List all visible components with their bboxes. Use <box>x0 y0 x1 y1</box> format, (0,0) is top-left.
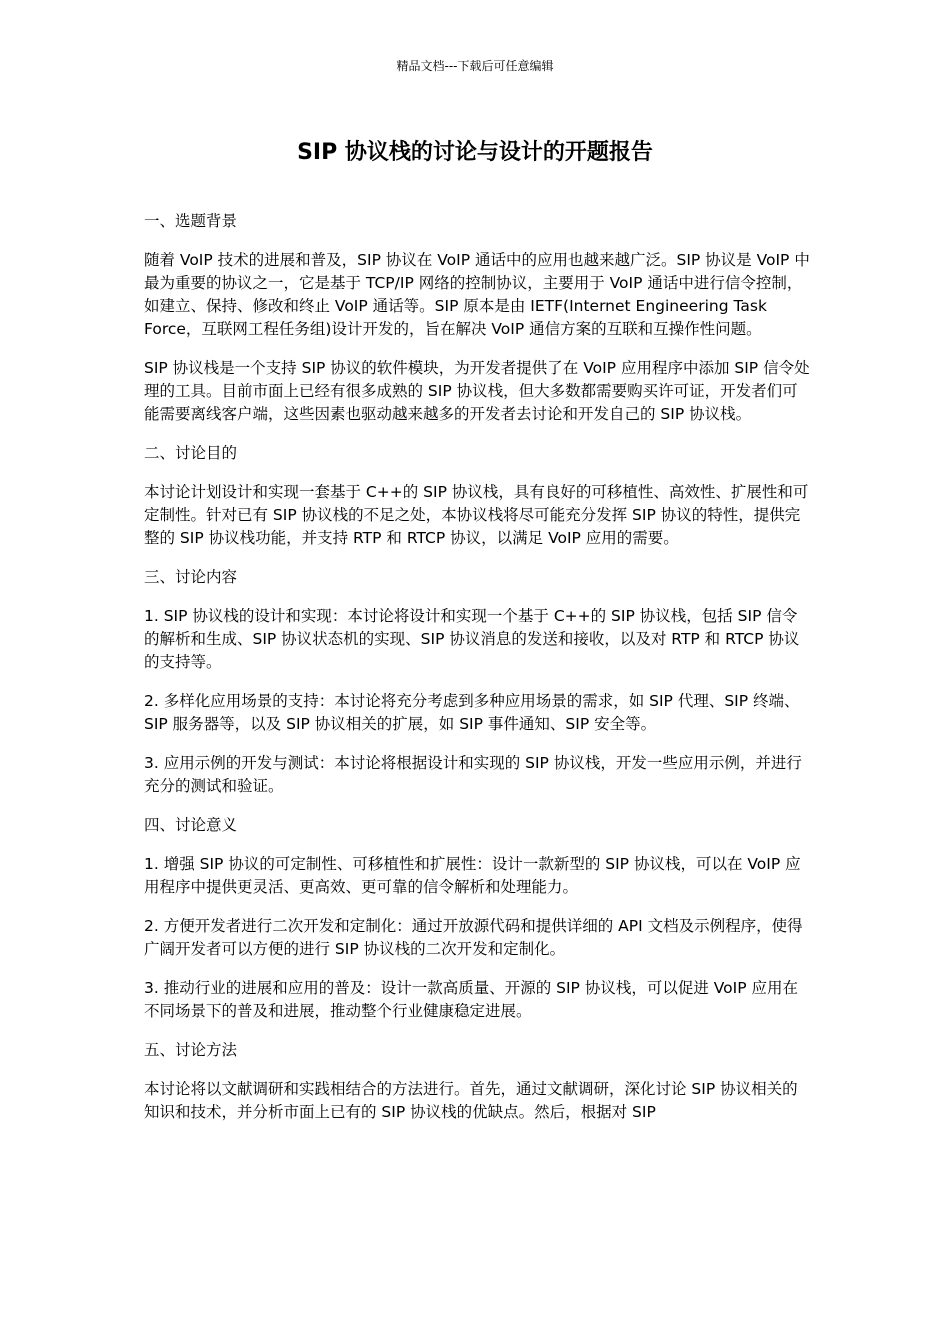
paragraph: 本讨论计划设计和实现一套基于 C++的 SIP 协议栈，具有良好的可移植性、高效性、扩展性和可定制性。针对已有 SIP 协议栈的不足之处，本协议栈将尽可能充分发挥 SIP 协议的特性，提供完整的 SIP 协议栈功能，并支持 RTP 和 RTCP 协议，以满足 VoIP 应用的需要。 <box>144 483 809 547</box>
paragraph: 3. 应用示例的开发与测试：本讨论将根据设计和实现的 SIP 协议栈，开发一些应用示例，并进行充分的测试和验证。 <box>144 754 802 795</box>
paragraph: 1. SIP 协议栈的设计和实现：本讨论将设计和实现一个基于 C++的 SIP 协议栈，包括 SIP 信令的解析和生成、SIP 协议状态机的实现、SIP 协议消息的发送和接收，以及对 RTP 和 RTCP 协议的支持等。 <box>144 607 800 671</box>
paragraph: 3. 推动行业的进展和应用的普及：设计一款高质量、开源的 SIP 协议栈，可以促进 VoIP 应用在不同场景下的普及和进展，推动整个行业健康稳定进展。 <box>144 979 798 1020</box>
paragraph: 2. 方便开发者进行二次开发和定制化：通过开放源代码和提供详细的 API 文档及示例程序，使得广阔开发者可以方便的进行 SIP 协议栈的二次开发和定制化。 <box>144 917 803 958</box>
section-heading-background: 一、选题背景 <box>144 212 238 230</box>
document-title: SIP 协议栈的讨论与设计的开题报告 <box>297 140 653 165</box>
section-heading-method: 五、讨论方法 <box>144 1041 238 1059</box>
section-heading-significance: 四、讨论意义 <box>144 816 238 834</box>
paragraph: 2. 多样化应用场景的支持：本讨论将充分考虑到多种应用场景的需求，如 SIP 代理、SIP 终端、SIP 服务器等，以及 SIP 协议相关的扩展，如 SIP 事件通知、SIP 安全等。 <box>144 692 800 733</box>
document-body <box>144 210 810 1140</box>
paragraph: 随着 VoIP 技术的进展和普及，SIP 协议在 VoIP 通话中的应用也越来越广泛。SIP 协议是 VoIP 中最为重要的协议之一，它是基于 TCP/IP 网络的控制协议，主要用于 VoIP 通话中进行信令控制，如建立、保持、修改和终止 VoIP 通话等。SIP 原本是由 IETF(Internet Engineering Task Force，互联网工程任务组)设计开发的，旨在解决 VoIP 通信方案的互联和互操作性问题。 <box>144 251 810 338</box>
paragraph: SIP 协议栈是一个支持 SIP 协议的软件模块，为开发者提供了在 VoIP 应用程序中添加 SIP 信令处理的工具。目前市面上已经有很多成熟的 SIP 协议栈，但大多数都需要购买许可证，开发者们可能需要离线客户端，这些因素也驱动越来越多的开发者去讨论和开发自己的 SIP 协议栈。 <box>144 359 810 423</box>
section-heading-purpose: 二、讨论目的 <box>144 444 238 462</box>
section-heading-content: 三、讨论内容 <box>144 568 238 586</box>
page-header: 精品文档---下载后可任意编辑 <box>396 59 554 73</box>
paragraph: 1. 增强 SIP 协议的可定制性、可移植性和扩展性：设计一款新型的 SIP 协议栈，可以在 VoIP 应用程序中提供更灵活、更高效、更可靠的信令解析和处理能力。 <box>144 855 801 896</box>
paragraph: 本讨论将以文献调研和实践相结合的方法进行。首先，通过文献调研，深化讨论 SIP 协议相关的知识和技术，并分析市面上已有的 SIP 协议栈的优缺点。然后，根据对 SIP <box>144 1080 798 1121</box>
